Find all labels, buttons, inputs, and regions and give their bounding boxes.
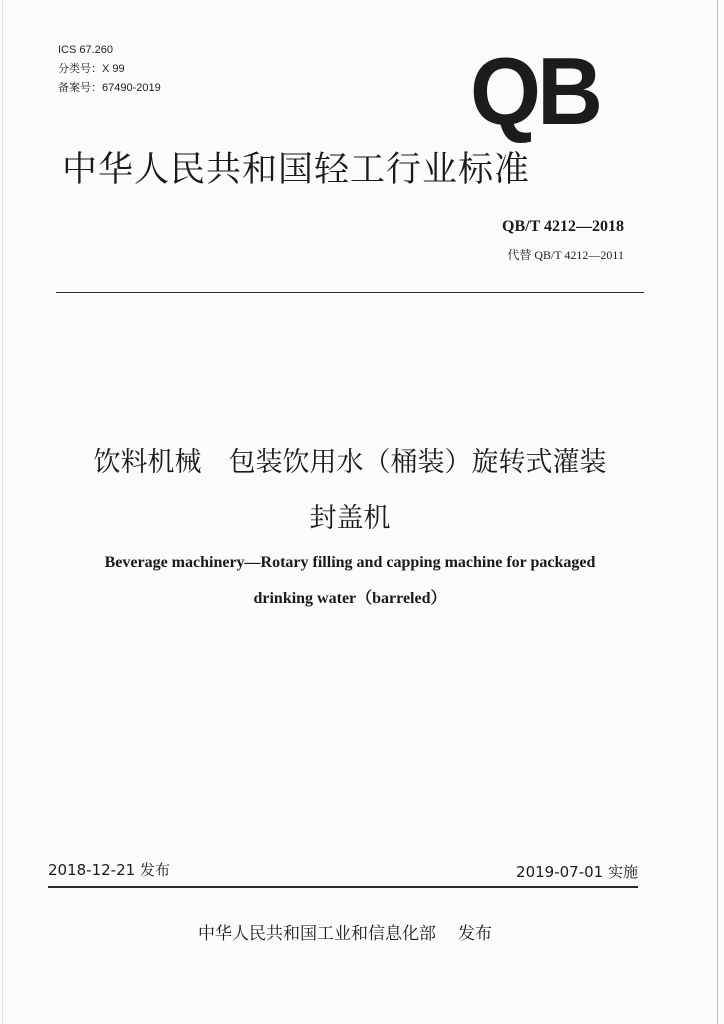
english-title-line2: drinking water（barreled） bbox=[253, 590, 447, 607]
standard-number: QB/T 4212—2018 bbox=[502, 218, 624, 235]
footer-divider bbox=[48, 886, 638, 888]
authority-title: 中华人民共和国轻工行业标准 bbox=[62, 150, 531, 190]
issue-word: 发布 bbox=[458, 924, 492, 944]
issuing-authority: 中华人民共和国工业和信息化部 bbox=[198, 924, 436, 944]
english-title bbox=[30, 545, 670, 617]
metadata-block bbox=[58, 41, 161, 98]
english-title-line1: Beverage machinery—Rotary filling and capping machine for packaged bbox=[104, 554, 596, 571]
ics-code: ICS 67.260 bbox=[58, 44, 114, 56]
header-divider bbox=[56, 292, 644, 293]
record-number: 备案号：67490-2019 bbox=[58, 82, 161, 94]
issuer-line bbox=[0, 922, 690, 946]
replaces-standard: 代替 QB/T 4212—2011 bbox=[507, 248, 624, 262]
issue-date: 2018-12-21 发布 bbox=[48, 861, 170, 879]
scan-edge-right bbox=[717, 0, 718, 1024]
classification-code: 分类号：X 99 bbox=[58, 63, 125, 75]
chinese-title-line1: 饮料机械 包装饮用水（桶装）旋转式灌装 bbox=[93, 447, 607, 478]
chinese-title-line2: 封盖机 bbox=[309, 503, 391, 534]
implementation-date: 2019-07-01 实施 bbox=[516, 863, 638, 881]
chinese-title bbox=[0, 435, 700, 547]
qb-logo: QB bbox=[470, 38, 600, 145]
